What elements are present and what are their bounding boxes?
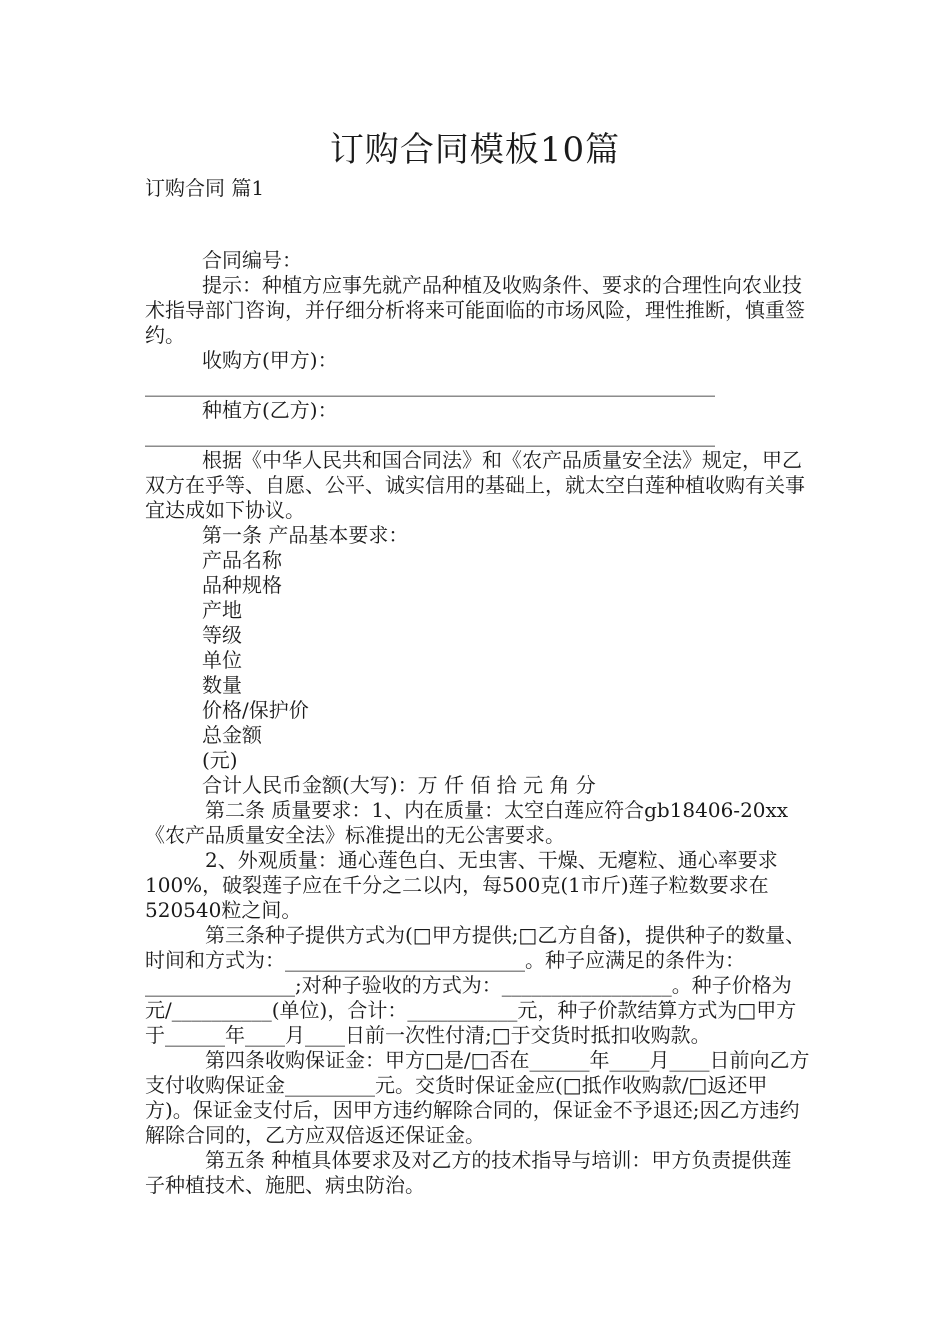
- contract-number: 合同编号：: [202, 248, 302, 272]
- document-title: 订购合同模板10篇: [329, 130, 621, 170]
- field-total-amount: 总金额: [202, 723, 262, 747]
- field-yuan: (元): [202, 748, 238, 772]
- article-1-heading: 第一条 产品基本要求：: [202, 523, 409, 547]
- article-3-paragraph: 第三条种子提供方式为(□甲方提供;□乙方自备)，提供种子的数量、时间和方式为：________________________。种子应满足的条件为：_______________;对种子验收的方式为：_________________。种子价格为元/__________(单位)，合计：___________元，种子价款结算方式为□甲方于______年____月____日前一次性付清;□于交货时抵扣收购款。: [145, 923, 806, 1047]
- field-product-name: 产品名称: [202, 548, 282, 572]
- field-price: 价格/保护价: [202, 698, 309, 722]
- field-quantity: 数量: [202, 673, 242, 697]
- field-grade: 等级: [202, 623, 242, 647]
- grower-line: 种植方(乙方)：_________________________________________________________: [145, 398, 715, 447]
- preamble-paragraph: 根据《中华人民共和国合同法》和《农产品质量安全法》规定，甲乙双方在乎等、自愿、公平、诚实信用的基础上，就太空白莲种植收购有关事宜达成如下协议。: [145, 448, 805, 522]
- article-2-paragraph: 第二条 质量要求：1、内在质量：太空白莲应符合gb18406-20xx《农产品质量安全法》标准提出的无公害要求。: [145, 798, 789, 847]
- document-body: [145, 248, 810, 1198]
- appearance-quality-paragraph: 2、外观质量：通心莲色白、无虫害、干燥、无瘪粒、通心率要求100%，破裂莲子应在千分之二以内，每500克(1市斤)莲子粒数要求在520540粒之间。: [145, 848, 778, 922]
- document-subtitle: 订购合同 篇1: [145, 176, 265, 200]
- field-unit: 单位: [202, 648, 242, 672]
- notice-paragraph: 提示：种植方应事先就产品种植及收购条件、要求的合理性向农业技术指导部门咨询，并仔细分析将来可能面临的市场风险，理性推断，慎重签约。: [145, 273, 805, 347]
- article-5-paragraph: 第五条 种植具体要求及对乙方的技术指导与培训：甲方负责提供莲子种植技术、施肥、病虫防治。: [145, 1148, 792, 1197]
- article-4-paragraph: 第四条收购保证金：甲方□是/□否在______年____月____日前向乙方支付收购保证金_________元。交货时保证金应(□抵作收购款/□返还甲方)。保证金支付后，因甲方违约解除合同的，保证金不予退还;因乙方违约解除合同的，乙方应双倍返还保证金。: [145, 1048, 810, 1147]
- field-origin: 产地: [202, 598, 242, 622]
- field-total-rmb: 合计人民币金额(大写)：万 仟 佰 拾 元 角 分: [202, 773, 596, 797]
- buyer-line: 收购方(甲方)：_________________________________________________________: [145, 348, 715, 397]
- field-variety-spec: 品种规格: [202, 573, 282, 597]
